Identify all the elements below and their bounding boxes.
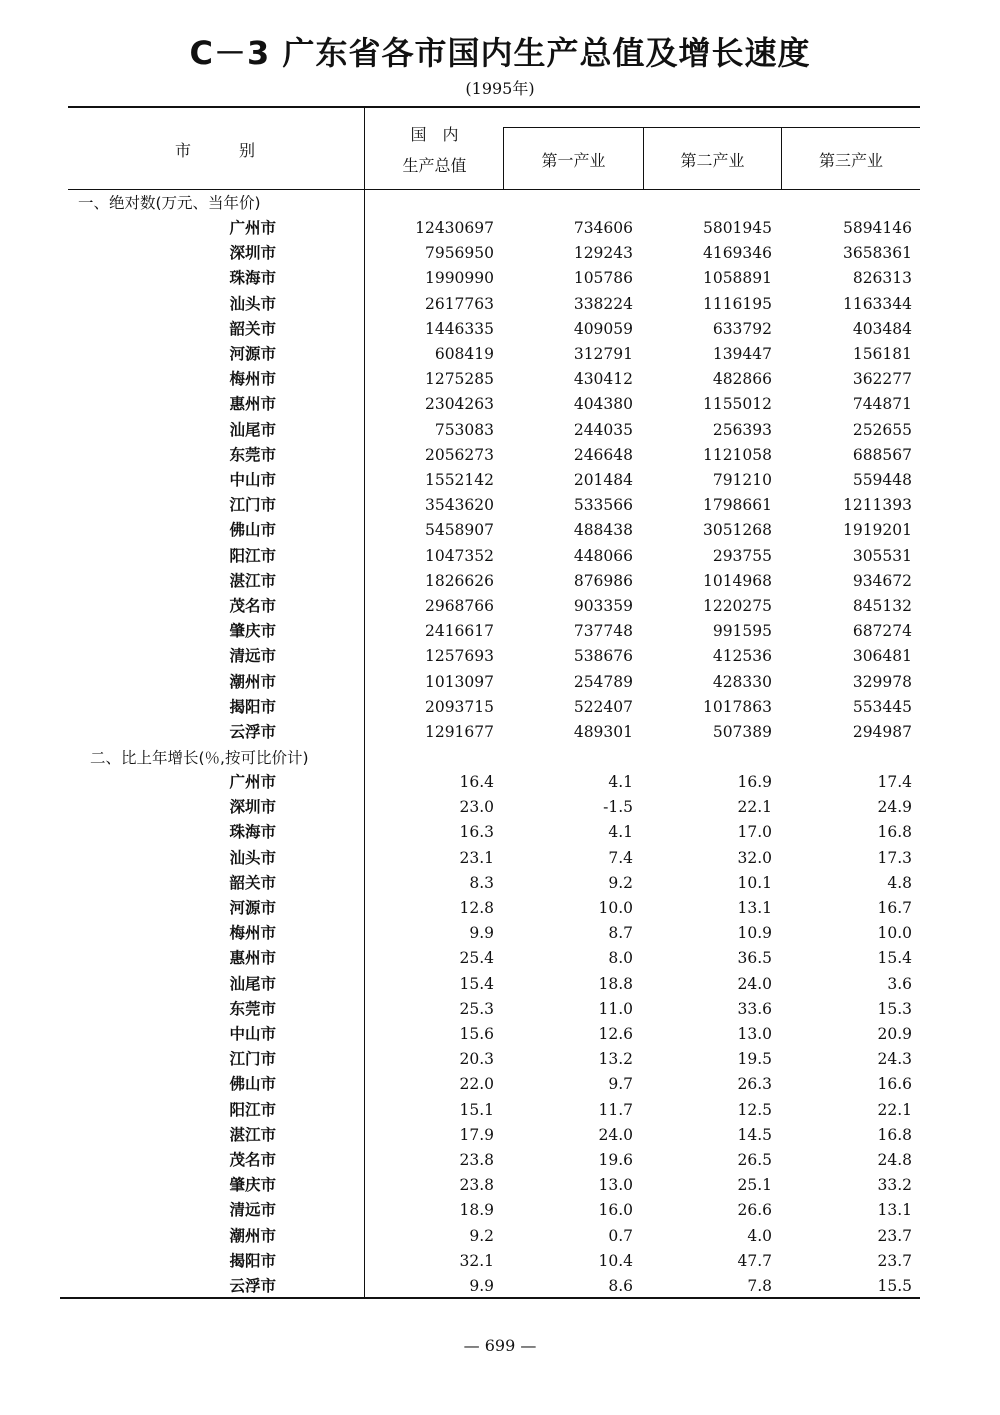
tertiary-value: 156181 — [852, 345, 912, 363]
secondary-value: 17.0 — [737, 823, 772, 842]
secondary-value: 12.5 — [737, 1100, 772, 1119]
table-row — [0, 367, 1000, 392]
gdp-value: 608419 — [434, 345, 494, 363]
primary-value: 9.7 — [608, 1075, 633, 1094]
section-absolute-label: 一、绝对数(万元、当年价) — [78, 194, 261, 212]
table-row — [0, 1224, 1000, 1249]
city-name: 河源市 — [229, 345, 276, 363]
tertiary-value: 934672 — [852, 571, 912, 590]
primary-value: 10.0 — [598, 899, 633, 917]
header-tertiary: 第三产业 — [818, 151, 883, 170]
city-name: 河源市 — [229, 899, 276, 917]
gdp-value: 8.3 — [469, 873, 494, 892]
tertiary-value: 24.3 — [877, 1050, 912, 1069]
tertiary-value: 5894146 — [842, 219, 912, 237]
primary-value: 105786 — [573, 269, 633, 288]
city-name: 清远市 — [229, 1201, 276, 1220]
city-name: 汕尾市 — [229, 974, 276, 993]
city-name: 深圳市 — [229, 244, 276, 263]
city-name: 中山市 — [229, 1025, 276, 1043]
secondary-value: 33.6 — [737, 999, 772, 1018]
city-name: 汕头市 — [229, 848, 276, 867]
tertiary-value: 687274 — [852, 622, 912, 641]
header-divider-1 — [364, 108, 365, 190]
tertiary-value: 1163344 — [842, 294, 912, 313]
city-name: 梅州市 — [229, 924, 276, 943]
tertiary-value: 16.6 — [877, 1075, 912, 1094]
primary-value: 533566 — [573, 496, 633, 515]
primary-value: 312791 — [573, 345, 633, 363]
primary-value: 7.4 — [608, 848, 633, 867]
gdp-value: 2968766 — [424, 597, 494, 615]
secondary-value: 633792 — [712, 319, 772, 338]
tertiary-value: 13.1 — [877, 1201, 912, 1220]
primary-value: 522407 — [573, 697, 633, 716]
city-name: 茂名市 — [229, 1151, 276, 1169]
table-row — [0, 1198, 1000, 1223]
table-row — [0, 644, 1000, 669]
city-name: 梅州市 — [229, 370, 276, 389]
secondary-value: 1798661 — [702, 496, 772, 515]
secondary-value: 1121058 — [702, 445, 772, 464]
secondary-value: 1014968 — [702, 571, 772, 590]
table-row — [0, 1072, 1000, 1097]
secondary-value: 293755 — [712, 546, 772, 565]
gdp-value: 2304263 — [424, 395, 494, 414]
secondary-value: 428330 — [712, 672, 772, 691]
primary-value: 201484 — [573, 471, 633, 489]
tertiary-value: 17.3 — [877, 848, 912, 867]
tertiary-value: 15.4 — [877, 949, 912, 968]
tertiary-value: 306481 — [852, 647, 912, 666]
city-name: 韶关市 — [229, 873, 276, 892]
tertiary-value: 1211393 — [842, 496, 912, 515]
tertiary-value: 20.9 — [877, 1025, 912, 1043]
primary-value: -1.5 — [603, 798, 633, 817]
city-name: 佛山市 — [229, 521, 276, 540]
table-row — [0, 820, 1000, 845]
tertiary-value: 15.5 — [877, 1277, 912, 1295]
city-name: 中山市 — [229, 471, 276, 489]
secondary-value: 26.5 — [737, 1151, 772, 1169]
gdp-value: 22.0 — [459, 1075, 494, 1094]
tertiary-value: 362277 — [852, 370, 912, 389]
header-secondary: 第二产业 — [680, 151, 745, 170]
table-row — [0, 418, 1000, 443]
secondary-value: 16.9 — [737, 773, 772, 791]
tertiary-value: 10.0 — [877, 924, 912, 943]
tertiary-value: 24.9 — [877, 798, 912, 817]
primary-value: 734606 — [573, 219, 633, 237]
tertiary-value: 17.4 — [877, 773, 912, 791]
gdp-value: 1990990 — [424, 269, 494, 288]
gdp-value: 753083 — [434, 420, 494, 439]
tertiary-value: 23.7 — [877, 1251, 912, 1270]
table-row — [0, 846, 1000, 871]
secondary-value: 3051268 — [702, 521, 772, 540]
tertiary-value: 22.1 — [877, 1100, 912, 1119]
gdp-value: 1047352 — [424, 546, 494, 565]
gdp-value: 1275285 — [424, 370, 494, 389]
primary-value: 254789 — [573, 672, 633, 691]
city-name: 深圳市 — [229, 798, 276, 817]
table-row — [0, 266, 1000, 291]
table-row — [0, 795, 1000, 820]
table-row — [0, 518, 1000, 543]
primary-value: 19.6 — [598, 1151, 633, 1169]
gdp-value: 3543620 — [424, 496, 494, 515]
secondary-value: 10.9 — [737, 924, 772, 943]
table-row — [0, 770, 1000, 795]
tertiary-value: 4.8 — [887, 873, 912, 892]
table-row — [0, 544, 1000, 569]
secondary-value: 791210 — [712, 471, 772, 489]
secondary-value: 13.1 — [737, 899, 772, 917]
city-name: 广州市 — [229, 773, 276, 791]
city-name: 广州市 — [229, 219, 276, 237]
primary-value: 903359 — [573, 597, 633, 615]
table-row — [0, 1123, 1000, 1148]
primary-value: 10.4 — [598, 1251, 633, 1270]
table-row — [0, 569, 1000, 594]
gdp-value: 15.1 — [459, 1100, 494, 1119]
gdp-value: 1013097 — [424, 672, 494, 691]
table-row — [0, 972, 1000, 997]
gdp-value: 12430697 — [415, 219, 494, 237]
primary-value: 8.6 — [608, 1277, 633, 1295]
secondary-value: 47.7 — [737, 1251, 772, 1270]
tertiary-value: 33.2 — [877, 1176, 912, 1195]
primary-value: 11.7 — [598, 1100, 633, 1119]
secondary-value: 22.1 — [737, 798, 772, 817]
tertiary-value: 252655 — [852, 420, 912, 439]
gdp-value: 2617763 — [424, 294, 494, 313]
city-name: 珠海市 — [229, 269, 276, 288]
primary-value: 13.0 — [598, 1176, 633, 1195]
secondary-value: 4169346 — [702, 244, 772, 263]
secondary-value: 5801945 — [702, 219, 772, 237]
gdp-value: 32.1 — [459, 1251, 494, 1270]
city-name: 汕尾市 — [229, 420, 276, 439]
gdp-value: 9.9 — [469, 924, 494, 943]
header-city: 市 别 — [174, 141, 255, 160]
table-row — [0, 292, 1000, 317]
table-row — [0, 695, 1000, 720]
table-row — [0, 594, 1000, 619]
primary-value: 8.0 — [608, 949, 633, 968]
city-name: 惠州市 — [229, 949, 276, 968]
gdp-value: 1826626 — [424, 571, 494, 590]
primary-value: 338224 — [573, 294, 633, 313]
city-name: 珠海市 — [229, 823, 276, 842]
secondary-value: 507389 — [712, 723, 772, 741]
gdp-value: 9.9 — [469, 1277, 494, 1295]
tertiary-value: 3658361 — [842, 244, 912, 263]
gdp-value: 15.4 — [459, 974, 494, 993]
tertiary-value: 744871 — [852, 395, 912, 414]
gdp-value: 1257693 — [424, 647, 494, 666]
gdp-value: 20.3 — [459, 1050, 494, 1069]
secondary-value: 256393 — [712, 420, 772, 439]
secondary-value: 36.5 — [737, 949, 772, 968]
table-row — [0, 670, 1000, 695]
gdp-value: 25.4 — [459, 949, 494, 968]
page-number: — 699 — — [463, 1336, 537, 1355]
city-name: 揭阳市 — [229, 697, 276, 716]
secondary-value: 1017863 — [702, 697, 772, 716]
primary-value: 489301 — [573, 723, 633, 741]
gdp-value: 23.0 — [459, 798, 494, 817]
secondary-value: 32.0 — [737, 848, 772, 867]
table-row — [0, 921, 1000, 946]
table-row — [0, 1249, 1000, 1274]
table-row — [0, 241, 1000, 266]
city-name: 汕头市 — [229, 294, 276, 313]
secondary-value: 26.6 — [737, 1201, 772, 1220]
primary-value: 11.0 — [598, 999, 633, 1018]
secondary-value: 991595 — [712, 622, 772, 641]
tertiary-value: 403484 — [852, 319, 912, 338]
gdp-value: 18.9 — [459, 1201, 494, 1220]
primary-value: 409059 — [573, 319, 633, 338]
table-row — [0, 1022, 1000, 1047]
secondary-value: 10.1 — [737, 873, 772, 892]
tertiary-value: 329978 — [852, 672, 912, 691]
table-row — [0, 392, 1000, 417]
table-row — [0, 1148, 1000, 1173]
primary-value: 129243 — [573, 244, 633, 263]
city-name: 韶关市 — [229, 319, 276, 338]
primary-value: 4.1 — [608, 823, 633, 842]
header-gdp-line1: 国 内 — [410, 125, 459, 144]
gdp-value: 23.8 — [459, 1176, 494, 1195]
primary-value: 404380 — [573, 395, 633, 414]
secondary-value: 14.5 — [737, 1125, 772, 1144]
city-name: 云浮市 — [229, 1277, 276, 1295]
tertiary-value: 845132 — [852, 597, 912, 615]
table-row — [0, 317, 1000, 342]
tertiary-value: 1919201 — [842, 521, 912, 540]
gdp-value: 1552142 — [424, 471, 494, 489]
secondary-value: 19.5 — [737, 1050, 772, 1069]
tertiary-value: 688567 — [852, 445, 912, 464]
tertiary-value: 24.8 — [877, 1151, 912, 1169]
table-row — [0, 216, 1000, 241]
gdp-value: 23.8 — [459, 1151, 494, 1169]
city-name: 潮州市 — [229, 672, 276, 691]
table-row — [0, 946, 1000, 971]
primary-value: 18.8 — [598, 974, 633, 993]
page-subtitle: (1995年) — [465, 79, 535, 98]
table-row — [0, 871, 1000, 896]
city-name: 潮州市 — [229, 1226, 276, 1245]
city-name: 惠州市 — [229, 395, 276, 414]
gdp-value: 2056273 — [424, 445, 494, 464]
gdp-value: 1446335 — [424, 319, 494, 338]
city-name: 东莞市 — [229, 999, 276, 1018]
secondary-value: 1116195 — [702, 294, 772, 313]
table-row — [0, 443, 1000, 468]
page-title: C－3 广东省各市国内生产总值及增长速度 — [189, 34, 811, 72]
primary-value: 4.1 — [608, 773, 633, 791]
secondary-value: 25.1 — [737, 1176, 772, 1195]
primary-value: 0.7 — [608, 1226, 633, 1245]
tertiary-value: 16.8 — [877, 823, 912, 842]
primary-value: 876986 — [573, 571, 633, 590]
city-name: 揭阳市 — [229, 1251, 276, 1270]
gdp-value: 16.3 — [459, 823, 494, 842]
primary-value: 448066 — [573, 546, 633, 565]
primary-value: 16.0 — [598, 1201, 633, 1220]
city-name: 肇庆市 — [229, 622, 276, 641]
secondary-value: 13.0 — [737, 1025, 772, 1043]
city-name: 东莞市 — [229, 445, 276, 464]
secondary-value: 1155012 — [702, 395, 772, 414]
table-row — [0, 1274, 1000, 1299]
table-row — [0, 1173, 1000, 1198]
primary-value: 430412 — [573, 370, 633, 389]
gdp-value: 5458907 — [424, 521, 494, 540]
table-row — [0, 1098, 1000, 1123]
primary-value: 24.0 — [598, 1125, 633, 1144]
tertiary-value: 553445 — [852, 697, 912, 716]
header-gdp-line2: 生产总值 — [402, 156, 467, 175]
city-name: 茂名市 — [229, 597, 276, 615]
secondary-value: 4.0 — [747, 1226, 772, 1245]
gdp-value: 1291677 — [424, 723, 494, 741]
tertiary-value: 16.8 — [877, 1125, 912, 1144]
gdp-value: 17.9 — [459, 1125, 494, 1144]
secondary-value: 1058891 — [702, 269, 772, 288]
secondary-value: 26.3 — [737, 1075, 772, 1094]
tertiary-value: 305531 — [852, 546, 912, 565]
city-name: 江门市 — [229, 496, 276, 515]
tertiary-value: 16.7 — [877, 899, 912, 917]
primary-value: 12.6 — [598, 1025, 633, 1043]
primary-value: 246648 — [573, 445, 633, 464]
table-row — [0, 1047, 1000, 1072]
primary-value: 488438 — [573, 521, 633, 540]
secondary-value: 24.0 — [737, 974, 772, 993]
primary-value: 737748 — [573, 622, 633, 641]
gdp-value: 16.4 — [459, 773, 494, 791]
secondary-value: 412536 — [712, 647, 772, 666]
primary-value: 538676 — [573, 647, 633, 666]
city-name: 肇庆市 — [229, 1176, 276, 1195]
gdp-value: 25.3 — [459, 999, 494, 1018]
table-row — [0, 720, 1000, 745]
gdp-value: 23.1 — [459, 848, 494, 867]
primary-value: 244035 — [573, 420, 633, 439]
header-bottom-rule — [68, 189, 920, 190]
tertiary-value: 3.6 — [887, 974, 912, 993]
city-name: 云浮市 — [229, 723, 276, 741]
section-growth-label: 二、比上年增长(％,按可比价计) — [90, 749, 309, 767]
secondary-value: 7.8 — [747, 1277, 772, 1295]
primary-value: 9.2 — [608, 873, 633, 892]
tertiary-value: 15.3 — [877, 999, 912, 1018]
tertiary-value: 294987 — [852, 723, 912, 741]
city-name: 湛江市 — [229, 571, 276, 590]
secondary-value: 139447 — [712, 345, 772, 363]
tertiary-value: 826313 — [852, 269, 912, 288]
table-row — [0, 468, 1000, 493]
tertiary-value: 23.7 — [877, 1226, 912, 1245]
secondary-value: 482866 — [712, 370, 772, 389]
city-name: 佛山市 — [229, 1075, 276, 1094]
tertiary-value: 559448 — [852, 471, 912, 489]
header-subrule — [503, 127, 920, 128]
city-name: 阳江市 — [229, 546, 276, 565]
primary-value: 13.2 — [598, 1050, 633, 1069]
header-primary: 第一产业 — [541, 151, 606, 170]
table-row — [0, 619, 1000, 644]
primary-value: 8.7 — [608, 924, 633, 943]
city-name: 清远市 — [229, 647, 276, 666]
secondary-value: 1220275 — [702, 597, 772, 615]
gdp-value: 9.2 — [469, 1226, 494, 1245]
gdp-value: 15.6 — [459, 1025, 494, 1043]
table-top-rule — [68, 106, 920, 108]
table-row — [0, 896, 1000, 921]
gdp-value: 7956950 — [424, 244, 494, 263]
gdp-value: 2093715 — [424, 697, 494, 716]
city-name: 阳江市 — [229, 1100, 276, 1119]
city-name: 湛江市 — [229, 1125, 276, 1144]
table-row — [0, 997, 1000, 1022]
city-name: 江门市 — [229, 1050, 276, 1069]
table-row — [0, 342, 1000, 367]
gdp-value: 12.8 — [459, 899, 494, 917]
table-row — [0, 493, 1000, 518]
gdp-value: 2416617 — [424, 622, 494, 641]
